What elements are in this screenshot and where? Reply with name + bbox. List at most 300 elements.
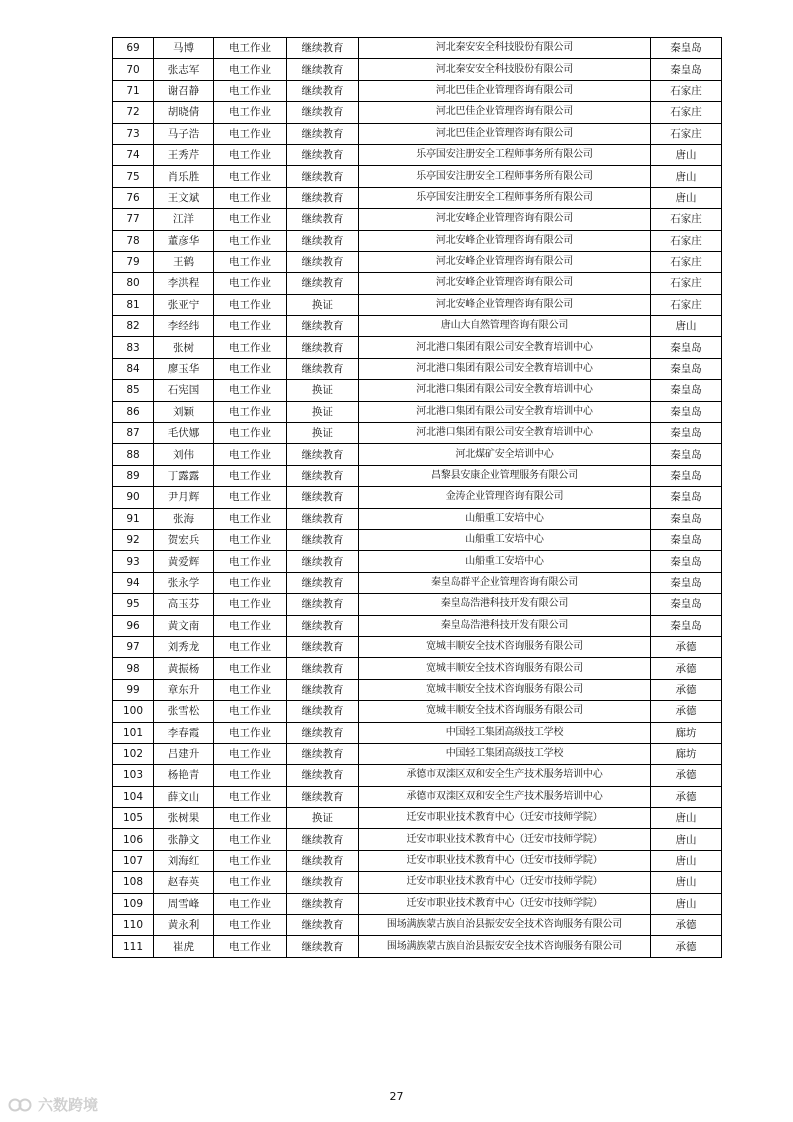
cell-work-type: 电工作业	[214, 358, 287, 379]
roster-body	[113, 38, 722, 958]
table-row	[113, 679, 722, 700]
cell-name: 毛伏娜	[154, 423, 214, 444]
cell-work-type: 电工作业	[214, 465, 287, 486]
cell-city: 唐山	[651, 316, 722, 337]
cell-city: 秦皇岛	[651, 529, 722, 550]
table-row	[113, 551, 722, 572]
cell-city: 石家庄	[651, 123, 722, 144]
cell-name: 崔虎	[154, 936, 214, 957]
cell-no: 82	[113, 316, 154, 337]
cell-organization: 迁安市职业技术教育中心（迁安市技师学院）	[359, 872, 651, 893]
cell-training-type: 换证	[287, 808, 359, 829]
cell-work-type: 电工作业	[214, 487, 287, 508]
cell-no: 70	[113, 59, 154, 80]
cell-training-type: 继续教育	[287, 80, 359, 101]
cell-no: 109	[113, 893, 154, 914]
cell-name: 张志军	[154, 59, 214, 80]
cell-work-type: 电工作业	[214, 786, 287, 807]
cell-organization: 迁安市职业技术教育中心（迁安市技师学院）	[359, 850, 651, 871]
table-row	[113, 273, 722, 294]
table-row	[113, 508, 722, 529]
cell-training-type: 继续教育	[287, 337, 359, 358]
cell-training-type: 继续教育	[287, 102, 359, 123]
cell-training-type: 继续教育	[287, 872, 359, 893]
cell-name: 章东升	[154, 679, 214, 700]
cell-training-type: 继续教育	[287, 187, 359, 208]
cell-no: 92	[113, 529, 154, 550]
cell-no: 94	[113, 572, 154, 593]
cell-city: 石家庄	[651, 209, 722, 230]
cell-no: 110	[113, 915, 154, 936]
cell-work-type: 电工作业	[214, 936, 287, 957]
cell-city: 承德	[651, 786, 722, 807]
cell-name: 薛文山	[154, 786, 214, 807]
cell-organization: 秦皇岛群平企业管理咨询有限公司	[359, 572, 651, 593]
cell-name: 丁露露	[154, 465, 214, 486]
cell-no: 101	[113, 722, 154, 743]
cell-work-type: 电工作业	[214, 123, 287, 144]
table-row	[113, 209, 722, 230]
cell-name: 刘秀龙	[154, 636, 214, 657]
cell-training-type: 继续教育	[287, 915, 359, 936]
cell-organization: 河北秦安安全科技股份有限公司	[359, 38, 651, 59]
cell-training-type: 继续教育	[287, 658, 359, 679]
cell-no: 74	[113, 144, 154, 165]
cell-training-type: 继续教育	[287, 829, 359, 850]
cell-training-type: 继续教育	[287, 166, 359, 187]
cell-no: 88	[113, 444, 154, 465]
cell-city: 唐山	[651, 187, 722, 208]
cell-name: 张海	[154, 508, 214, 529]
cell-no: 89	[113, 465, 154, 486]
cell-organization: 山船重工安培中心	[359, 529, 651, 550]
cell-organization: 山船重工安培中心	[359, 508, 651, 529]
cell-organization: 宽城丰顺安全技术咨询服务有限公司	[359, 636, 651, 657]
cell-no: 105	[113, 808, 154, 829]
cell-no: 98	[113, 658, 154, 679]
cell-work-type: 电工作业	[214, 316, 287, 337]
cell-organization: 乐亭国安注册安全工程师事务所有限公司	[359, 144, 651, 165]
cell-city: 秦皇岛	[651, 401, 722, 422]
table-row	[113, 658, 722, 679]
watermark-text: 六数跨境	[38, 1096, 99, 1114]
table-row	[113, 230, 722, 251]
cell-organization: 唐山大自然管理咨询有限公司	[359, 316, 651, 337]
cell-no: 111	[113, 936, 154, 957]
cell-organization: 中国轻工集团高级技工学校	[359, 743, 651, 764]
cell-city: 秦皇岛	[651, 380, 722, 401]
cell-name: 张树	[154, 337, 214, 358]
cell-name: 刘伟	[154, 444, 214, 465]
cell-training-type: 继续教育	[287, 572, 359, 593]
cell-no: 75	[113, 166, 154, 187]
cell-name: 李春霞	[154, 722, 214, 743]
roster-table	[112, 37, 722, 958]
cell-organization: 承德市双滦区双和安全生产技术服务培训中心	[359, 765, 651, 786]
cell-work-type: 电工作业	[214, 615, 287, 636]
cell-training-type: 继续教育	[287, 487, 359, 508]
cell-city: 唐山	[651, 872, 722, 893]
cell-name: 贺宏兵	[154, 529, 214, 550]
cell-city: 承德	[651, 636, 722, 657]
cell-work-type: 电工作业	[214, 808, 287, 829]
cell-name: 石宪国	[154, 380, 214, 401]
table-row	[113, 401, 722, 422]
cell-city: 承德	[651, 936, 722, 957]
cell-training-type: 继续教育	[287, 679, 359, 700]
table-row	[113, 765, 722, 786]
table-row	[113, 444, 722, 465]
table-row	[113, 915, 722, 936]
cell-work-type: 电工作业	[214, 893, 287, 914]
cell-organization: 河北港口集团有限公司安全教育培训中心	[359, 423, 651, 444]
cell-organization: 宽城丰顺安全技术咨询服务有限公司	[359, 701, 651, 722]
cell-training-type: 继续教育	[287, 893, 359, 914]
cell-no: 107	[113, 850, 154, 871]
cell-name: 王秀芹	[154, 144, 214, 165]
cell-organization: 河北港口集团有限公司安全教育培训中心	[359, 337, 651, 358]
cell-organization: 围场满族蒙古族自治县振安安全技术咨询服务有限公司	[359, 915, 651, 936]
table-row	[113, 487, 722, 508]
cell-training-type: 继续教育	[287, 144, 359, 165]
cell-no: 99	[113, 679, 154, 700]
cell-training-type: 继续教育	[287, 59, 359, 80]
table-row	[113, 102, 722, 123]
table-row	[113, 615, 722, 636]
cell-work-type: 电工作业	[214, 294, 287, 315]
cell-work-type: 电工作业	[214, 508, 287, 529]
cell-no: 102	[113, 743, 154, 764]
cell-no: 85	[113, 380, 154, 401]
cell-training-type: 继续教育	[287, 529, 359, 550]
cell-name: 杨艳青	[154, 765, 214, 786]
cell-name: 董彦华	[154, 230, 214, 251]
cell-organization: 河北港口集团有限公司安全教育培训中心	[359, 401, 651, 422]
cell-training-type: 继续教育	[287, 936, 359, 957]
cell-city: 唐山	[651, 808, 722, 829]
cell-work-type: 电工作业	[214, 872, 287, 893]
cell-city: 秦皇岛	[651, 508, 722, 529]
cell-work-type: 电工作业	[214, 401, 287, 422]
table-row	[113, 38, 722, 59]
cell-work-type: 电工作业	[214, 209, 287, 230]
cell-city: 秦皇岛	[651, 594, 722, 615]
cell-work-type: 电工作业	[214, 444, 287, 465]
cell-work-type: 电工作业	[214, 572, 287, 593]
cell-name: 李洪程	[154, 273, 214, 294]
cell-work-type: 电工作业	[214, 915, 287, 936]
table-row	[113, 572, 722, 593]
cell-training-type: 继续教育	[287, 850, 359, 871]
cell-training-type: 继续教育	[287, 594, 359, 615]
cell-organization: 宽城丰顺安全技术咨询服务有限公司	[359, 658, 651, 679]
cell-name: 周雪峰	[154, 893, 214, 914]
table-row	[113, 465, 722, 486]
cell-name: 马子浩	[154, 123, 214, 144]
table-row	[113, 786, 722, 807]
cell-name: 张亚宁	[154, 294, 214, 315]
cell-name: 廖玉华	[154, 358, 214, 379]
table-row	[113, 337, 722, 358]
cell-city: 秦皇岛	[651, 444, 722, 465]
cell-city: 秦皇岛	[651, 337, 722, 358]
cell-work-type: 电工作业	[214, 59, 287, 80]
cell-training-type: 继续教育	[287, 358, 359, 379]
cell-work-type: 电工作业	[214, 765, 287, 786]
cell-organization: 河北安峰企业管理咨询有限公司	[359, 230, 651, 251]
cell-training-type: 换证	[287, 401, 359, 422]
cell-organization: 乐亭国安注册安全工程师事务所有限公司	[359, 166, 651, 187]
cell-training-type: 继续教育	[287, 209, 359, 230]
cell-work-type: 电工作业	[214, 102, 287, 123]
cell-name: 王文斌	[154, 187, 214, 208]
cell-training-type: 继续教育	[287, 123, 359, 144]
watermark-logo-icon	[8, 1096, 34, 1114]
cell-city: 唐山	[651, 166, 722, 187]
cell-city: 石家庄	[651, 251, 722, 272]
cell-name: 刘海红	[154, 850, 214, 871]
cell-work-type: 电工作业	[214, 636, 287, 657]
cell-no: 76	[113, 187, 154, 208]
cell-name: 尹月辉	[154, 487, 214, 508]
table-row	[113, 316, 722, 337]
table-row	[113, 380, 722, 401]
cell-work-type: 电工作业	[214, 594, 287, 615]
cell-name: 胡晓倩	[154, 102, 214, 123]
cell-work-type: 电工作业	[214, 80, 287, 101]
cell-organization: 河北安峰企业管理咨询有限公司	[359, 251, 651, 272]
cell-no: 86	[113, 401, 154, 422]
cell-city: 秦皇岛	[651, 38, 722, 59]
table-row	[113, 850, 722, 871]
cell-organization: 迁安市职业技术教育中心（迁安市技师学院）	[359, 808, 651, 829]
cell-training-type: 继续教育	[287, 743, 359, 764]
cell-no: 84	[113, 358, 154, 379]
cell-work-type: 电工作业	[214, 722, 287, 743]
cell-name: 张雪松	[154, 701, 214, 722]
cell-organization: 金涛企业管理咨询有限公司	[359, 487, 651, 508]
cell-no: 87	[113, 423, 154, 444]
table-row	[113, 123, 722, 144]
cell-no: 73	[113, 123, 154, 144]
table-row	[113, 722, 722, 743]
cell-work-type: 电工作业	[214, 529, 287, 550]
cell-city: 秦皇岛	[651, 572, 722, 593]
cell-no: 93	[113, 551, 154, 572]
cell-no: 78	[113, 230, 154, 251]
cell-training-type: 换证	[287, 294, 359, 315]
cell-city: 石家庄	[651, 80, 722, 101]
cell-organization: 河北巴佳企业管理咨询有限公司	[359, 123, 651, 144]
cell-organization: 秦皇岛浩港科技开发有限公司	[359, 615, 651, 636]
table-row	[113, 166, 722, 187]
cell-city: 承德	[651, 915, 722, 936]
cell-work-type: 电工作业	[214, 38, 287, 59]
cell-organization: 秦皇岛浩港科技开发有限公司	[359, 594, 651, 615]
table-row	[113, 872, 722, 893]
cell-work-type: 电工作业	[214, 679, 287, 700]
cell-training-type: 继续教育	[287, 251, 359, 272]
cell-city: 唐山	[651, 144, 722, 165]
cell-city: 承德	[651, 765, 722, 786]
cell-no: 83	[113, 337, 154, 358]
cell-name: 谢召静	[154, 80, 214, 101]
table-row	[113, 829, 722, 850]
cell-no: 97	[113, 636, 154, 657]
table-row	[113, 59, 722, 80]
cell-no: 72	[113, 102, 154, 123]
table-row	[113, 358, 722, 379]
cell-city: 石家庄	[651, 273, 722, 294]
cell-no: 71	[113, 80, 154, 101]
cell-no: 108	[113, 872, 154, 893]
table-row	[113, 529, 722, 550]
cell-work-type: 电工作业	[214, 337, 287, 358]
cell-work-type: 电工作业	[214, 701, 287, 722]
cell-name: 马博	[154, 38, 214, 59]
cell-training-type: 继续教育	[287, 230, 359, 251]
cell-city: 唐山	[651, 850, 722, 871]
cell-no: 103	[113, 765, 154, 786]
cell-organization: 河北煤矿安全培训中心	[359, 444, 651, 465]
cell-training-type: 换证	[287, 380, 359, 401]
cell-no: 91	[113, 508, 154, 529]
cell-organization: 河北安峰企业管理咨询有限公司	[359, 273, 651, 294]
cell-organization: 河北安峰企业管理咨询有限公司	[359, 294, 651, 315]
cell-no: 81	[113, 294, 154, 315]
cell-training-type: 继续教育	[287, 722, 359, 743]
cell-work-type: 电工作业	[214, 829, 287, 850]
cell-name: 黄永利	[154, 915, 214, 936]
cell-city: 廊坊	[651, 743, 722, 764]
cell-organization: 河北秦安安全科技股份有限公司	[359, 59, 651, 80]
cell-name: 张静文	[154, 829, 214, 850]
table-row	[113, 594, 722, 615]
cell-name: 黄爱辉	[154, 551, 214, 572]
table-row	[113, 187, 722, 208]
cell-no: 104	[113, 786, 154, 807]
cell-work-type: 电工作业	[214, 273, 287, 294]
table-row	[113, 636, 722, 657]
cell-organization: 中国轻工集团高级技工学校	[359, 722, 651, 743]
cell-city: 承德	[651, 701, 722, 722]
cell-no: 106	[113, 829, 154, 850]
cell-training-type: 继续教育	[287, 273, 359, 294]
table-row	[113, 936, 722, 957]
cell-name: 王鹤	[154, 251, 214, 272]
cell-city: 秦皇岛	[651, 551, 722, 572]
cell-training-type: 换证	[287, 423, 359, 444]
cell-organization: 乐亭国安注册安全工程师事务所有限公司	[359, 187, 651, 208]
cell-organization: 宽城丰顺安全技术咨询服务有限公司	[359, 679, 651, 700]
cell-training-type: 继续教育	[287, 551, 359, 572]
cell-city: 承德	[651, 658, 722, 679]
cell-organization: 河北巴佳企业管理咨询有限公司	[359, 80, 651, 101]
table-row	[113, 743, 722, 764]
table-row	[113, 251, 722, 272]
cell-work-type: 电工作业	[214, 743, 287, 764]
cell-training-type: 继续教育	[287, 465, 359, 486]
watermark	[8, 1094, 98, 1115]
cell-name: 黄文南	[154, 615, 214, 636]
cell-no: 69	[113, 38, 154, 59]
table-row	[113, 893, 722, 914]
cell-name: 赵春英	[154, 872, 214, 893]
cell-city: 唐山	[651, 893, 722, 914]
cell-organization: 迁安市职业技术教育中心（迁安市技师学院）	[359, 829, 651, 850]
cell-city: 秦皇岛	[651, 358, 722, 379]
cell-city: 秦皇岛	[651, 465, 722, 486]
cell-name: 张永学	[154, 572, 214, 593]
cell-organization: 围场满族蒙古族自治县振安安全技术咨询服务有限公司	[359, 936, 651, 957]
cell-training-type: 继续教育	[287, 38, 359, 59]
cell-training-type: 继续教育	[287, 615, 359, 636]
cell-organization: 山船重工安培中心	[359, 551, 651, 572]
cell-city: 石家庄	[651, 294, 722, 315]
cell-name: 黄振杨	[154, 658, 214, 679]
cell-no: 95	[113, 594, 154, 615]
cell-work-type: 电工作业	[214, 658, 287, 679]
cell-no: 77	[113, 209, 154, 230]
cell-name: 刘颖	[154, 401, 214, 422]
cell-training-type: 继续教育	[287, 508, 359, 529]
cell-work-type: 电工作业	[214, 187, 287, 208]
cell-no: 80	[113, 273, 154, 294]
table-row	[113, 808, 722, 829]
cell-no: 96	[113, 615, 154, 636]
cell-name: 吕建升	[154, 743, 214, 764]
cell-no: 90	[113, 487, 154, 508]
table-row	[113, 80, 722, 101]
cell-work-type: 电工作业	[214, 166, 287, 187]
cell-city: 秦皇岛	[651, 59, 722, 80]
cell-city: 廊坊	[651, 722, 722, 743]
cell-city: 秦皇岛	[651, 487, 722, 508]
cell-organization: 迁安市职业技术教育中心（迁安市技师学院）	[359, 893, 651, 914]
cell-work-type: 电工作业	[214, 251, 287, 272]
cell-training-type: 继续教育	[287, 765, 359, 786]
table-row	[113, 294, 722, 315]
cell-training-type: 继续教育	[287, 701, 359, 722]
page-number: 27	[389, 1090, 404, 1103]
cell-organization: 河北巴佳企业管理咨询有限公司	[359, 102, 651, 123]
cell-work-type: 电工作业	[214, 423, 287, 444]
cell-city: 石家庄	[651, 230, 722, 251]
cell-work-type: 电工作业	[214, 551, 287, 572]
cell-work-type: 电工作业	[214, 850, 287, 871]
cell-no: 79	[113, 251, 154, 272]
cell-city: 秦皇岛	[651, 423, 722, 444]
cell-name: 江洋	[154, 209, 214, 230]
cell-organization: 河北港口集团有限公司安全教育培训中心	[359, 380, 651, 401]
cell-name: 高玉芬	[154, 594, 214, 615]
cell-name: 李经纬	[154, 316, 214, 337]
cell-city: 秦皇岛	[651, 615, 722, 636]
cell-work-type: 电工作业	[214, 144, 287, 165]
cell-work-type: 电工作业	[214, 380, 287, 401]
table-row	[113, 144, 722, 165]
cell-name: 张树果	[154, 808, 214, 829]
table-row	[113, 423, 722, 444]
cell-city: 石家庄	[651, 102, 722, 123]
cell-training-type: 继续教育	[287, 444, 359, 465]
cell-city: 唐山	[651, 829, 722, 850]
cell-training-type: 继续教育	[287, 316, 359, 337]
cell-no: 100	[113, 701, 154, 722]
cell-city: 承德	[651, 679, 722, 700]
cell-organization: 承德市双滦区双和安全生产技术服务培训中心	[359, 786, 651, 807]
cell-organization: 河北安峰企业管理咨询有限公司	[359, 209, 651, 230]
